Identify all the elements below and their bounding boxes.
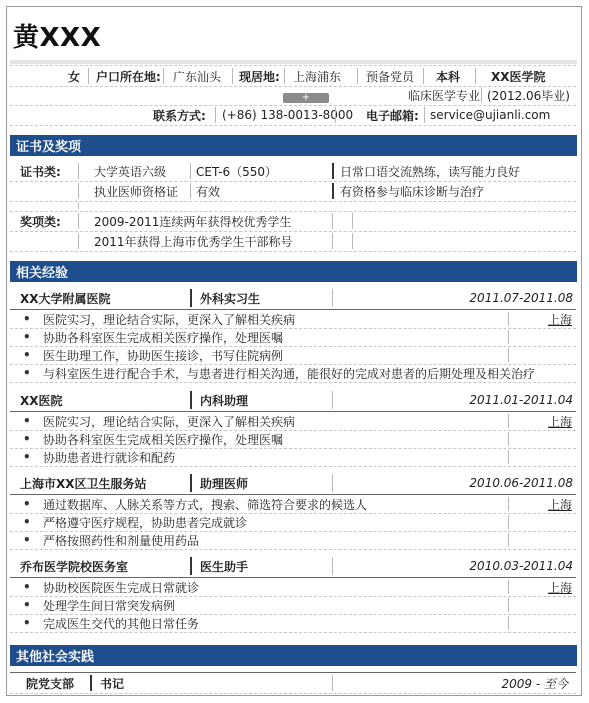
cert-note: 日常口语交流熟练，读写能力良好 bbox=[340, 164, 521, 179]
email-label: 电子邮箱: bbox=[366, 108, 419, 123]
exp-role: 内科助理 bbox=[200, 393, 249, 408]
exp-item-text: 协助患者进行就诊和配药 bbox=[43, 450, 176, 465]
resume-name: 黄XXX bbox=[13, 23, 102, 53]
exp-item: • 协助校医院医生完成日常就诊 上海 bbox=[10, 578, 576, 597]
exp-location: 上海 bbox=[547, 414, 572, 429]
exp-item-text: 医生助理工作，协助医生接诊，书写住院病例 bbox=[43, 348, 284, 363]
exp-item-text: 医院实习，理论结合实际，更深入了解相关疾病 bbox=[43, 414, 296, 429]
exp-item: • 医院实习，理论结合实际，更深入了解相关疾病 上海 bbox=[10, 310, 576, 329]
exp-date: 2010.03-2011.04 bbox=[469, 559, 573, 573]
award-item: 2011年获得上海市优秀学生干部称号 bbox=[94, 234, 293, 249]
exp-item: • 完成医生交代的其他日常任务 bbox=[10, 614, 576, 633]
exp-item: • 协助患者进行就诊和配药 bbox=[10, 448, 576, 467]
residence-label: 现居地: bbox=[239, 69, 280, 84]
social-date: 2009 - 至今 bbox=[501, 676, 568, 691]
award-item: 2009-2011连续两年获得校优秀学生 bbox=[94, 214, 292, 229]
exp-header-4 bbox=[10, 555, 576, 578]
exp-header-1 bbox=[10, 287, 576, 310]
cert-value: 有效 bbox=[196, 184, 221, 199]
cert-name: 大学英语六级 bbox=[94, 164, 167, 179]
exp-date: 2011.01-2011.04 bbox=[469, 393, 573, 407]
exp-location: 上海 bbox=[547, 580, 572, 595]
exp-item-text: 医院实习，理论结合实际，更深入了解相关疾病 bbox=[43, 312, 296, 327]
exp-item-text: 协助各科室医生完成相关医疗操作，处理医嘱 bbox=[43, 432, 284, 447]
cert-note: 有资格参与临床诊断与治疗 bbox=[340, 184, 485, 199]
exp-org: XX大学附属医院 bbox=[20, 291, 111, 306]
award-row-1 bbox=[10, 211, 576, 232]
exp-date: 2010.06-2011.08 bbox=[469, 476, 573, 490]
exp-item-text: 协助各科室医生完成相关医疗操作，处理医嘱 bbox=[43, 330, 284, 345]
hukou-value: 广东汕头 bbox=[173, 69, 222, 84]
contact-label: 联系方式: bbox=[153, 108, 206, 123]
social-role: 书记 bbox=[100, 676, 125, 691]
award-label: 奖项类: bbox=[20, 214, 61, 229]
exp-item: • 协助各科室医生完成相关医疗操作，处理医嘱 bbox=[10, 430, 576, 449]
exp-item: • 严格按照药性和剂量使用药品 bbox=[10, 531, 576, 550]
exp-role: 助理医师 bbox=[200, 476, 249, 491]
exp-org: 乔布医学院校医务室 bbox=[20, 559, 129, 574]
exp-org: 上海市XX区卫生服务站 bbox=[20, 476, 147, 491]
exp-location: 上海 bbox=[547, 497, 572, 512]
cert-row-2 bbox=[10, 181, 576, 202]
social-org: 院党支部 bbox=[26, 676, 75, 691]
exp-org: XX医院 bbox=[20, 393, 63, 408]
school: XX医学院 bbox=[491, 69, 546, 84]
exp-item: • 医生助理工作，协助医生接诊，书写住院病例 bbox=[10, 346, 576, 365]
exp-location: 上海 bbox=[547, 312, 572, 327]
graduation: (2012.06毕业) bbox=[487, 88, 570, 103]
exp-item-text: 处理学生间日常突发病例 bbox=[43, 598, 176, 613]
exp-item-text: 严格遵守医疗规程，协助患者完成就诊 bbox=[43, 515, 248, 530]
cert-value: CET-6（550） bbox=[196, 164, 278, 179]
cert-label: 证书类: bbox=[20, 164, 61, 179]
expand-handle[interactable]: + bbox=[283, 93, 329, 103]
exp-item-text: 严格按照药性和剂量使用药品 bbox=[43, 533, 200, 548]
exp-item: • 处理学生间日常突发病例 bbox=[10, 596, 576, 615]
cert-name: 执业医师资格证 bbox=[94, 184, 179, 199]
award-row-2 bbox=[10, 231, 576, 252]
degree: 本科 bbox=[436, 69, 461, 84]
email: service@ujianli.com bbox=[430, 108, 551, 122]
info-row-1 bbox=[10, 65, 576, 87]
exp-item-text: 与科室医生进行配合手术，与患者进行相关沟通，能很好的完成对患者的后期处理及相关治疗 bbox=[43, 366, 536, 381]
exp-date: 2011.07-2011.08 bbox=[469, 291, 573, 305]
exp-item: • 与科室医生进行配合手术，与患者进行相关沟通，能很好的完成对患者的后期处理及相关治疗 bbox=[10, 364, 576, 383]
exp-role: 外科实习生 bbox=[200, 291, 261, 306]
header-divider bbox=[10, 60, 577, 64]
social-row bbox=[10, 672, 576, 694]
exp-item: • 严格遵守医疗规程，协助患者完成就诊 bbox=[10, 513, 576, 532]
exp-header-3 bbox=[10, 472, 576, 495]
exp-item-text: 协助校医院医生完成日常就诊 bbox=[43, 580, 200, 595]
residence-value: 上海浦东 bbox=[293, 69, 342, 84]
info-row-2 bbox=[10, 85, 576, 106]
exp-item: • 医院实习，理论结合实际，更深入了解相关疾病 上海 bbox=[10, 412, 576, 431]
cert-row-1 bbox=[10, 161, 576, 182]
exp-role: 医生助手 bbox=[200, 559, 249, 574]
hukou-label: 户口所在地: bbox=[96, 69, 161, 84]
exp-header-2 bbox=[10, 389, 576, 412]
exp-item-text: 通过数据库、人脉关系等方式，搜索、筛选符合要求的候选人 bbox=[43, 497, 368, 512]
exp-item: • 通过数据库、人脉关系等方式，搜索、筛选符合要求的候选人 上海 bbox=[10, 495, 576, 514]
phone: (+86) 138-0013-8000 bbox=[222, 108, 354, 122]
section-experience: 相关经验 bbox=[10, 261, 577, 282]
contact-row bbox=[10, 105, 576, 126]
section-certs: 证书及奖项 bbox=[10, 135, 577, 156]
political-status: 预备党员 bbox=[366, 69, 415, 84]
major: 临床医学专业 bbox=[408, 88, 481, 103]
exp-item: • 协助各科室医生完成相关医疗操作，处理医嘱 bbox=[10, 328, 576, 347]
exp-item-text: 完成医生交代的其他日常任务 bbox=[43, 616, 200, 631]
section-social: 其他社会实践 bbox=[10, 645, 577, 666]
resume-page bbox=[6, 6, 582, 696]
gender: 女 bbox=[68, 69, 81, 84]
